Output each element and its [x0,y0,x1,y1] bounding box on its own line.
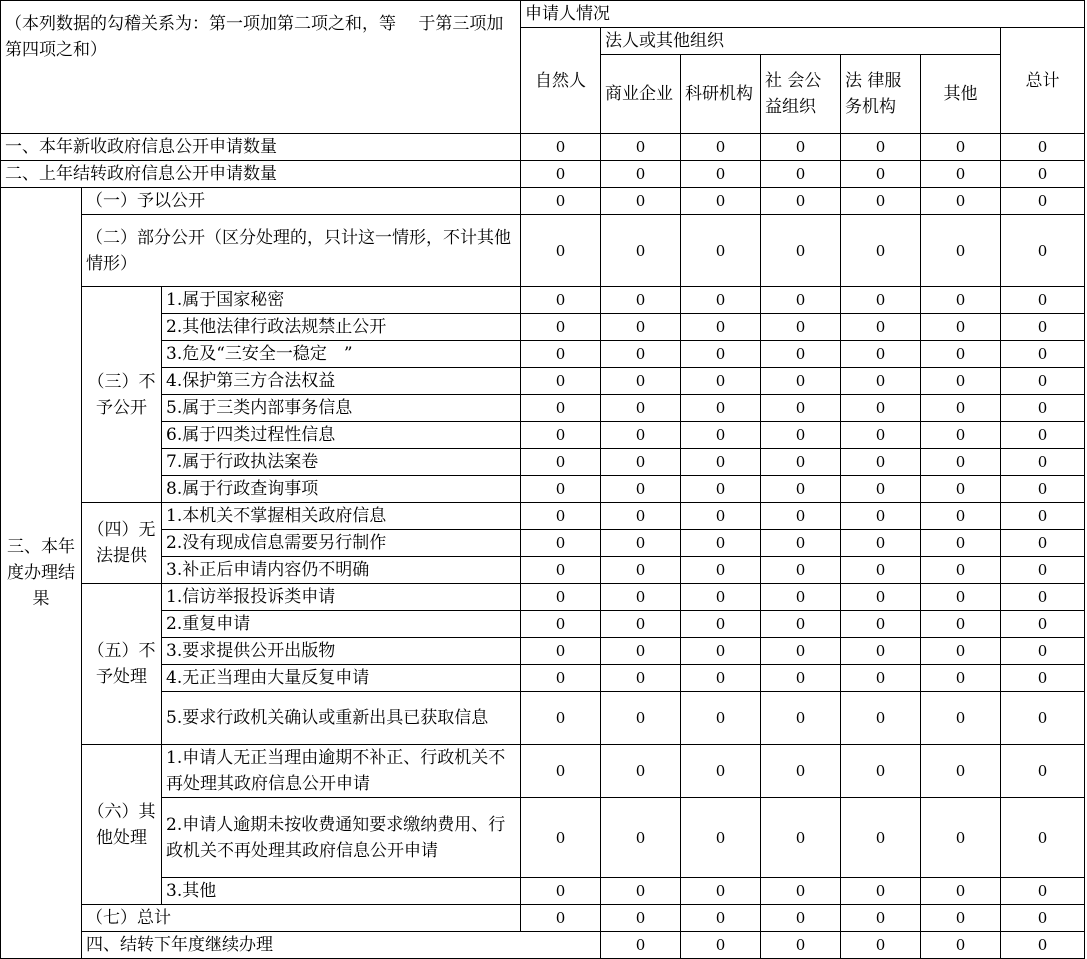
value-cell: 0 [601,476,681,503]
value-cell: 0 [761,368,841,395]
value-cell: 0 [841,745,921,798]
item-label: 3.要求提供公开出版物 [162,638,521,665]
value-cell: 0 [521,530,601,557]
item-label: 1.信访举报投诉类申请 [162,584,521,611]
value-cell: 0 [681,692,761,745]
value-cell: 0 [521,503,601,530]
value-cell: 0 [521,745,601,798]
value-cell: 0 [1001,215,1085,287]
value-cell: 0 [1001,134,1085,161]
value-cell: 0 [1001,932,1085,959]
header-total: 总计 [1001,28,1085,134]
value-cell: 0 [921,287,1001,314]
value-cell: 0 [681,134,761,161]
value-cell: 0 [921,745,1001,798]
value-cell: 0 [1001,745,1085,798]
item-label: 1.本机关不掌握相关政府信息 [162,503,521,530]
value-cell: 0 [521,341,601,368]
value-cell: 0 [601,798,681,878]
value-cell: 0 [841,905,921,932]
table-row [1,611,1085,638]
value-cell: 0 [681,476,761,503]
value-cell: 0 [681,422,761,449]
value-cell: 0 [841,134,921,161]
value-cell: 0 [921,932,1001,959]
value-cell: 0 [521,611,601,638]
value-cell: 0 [761,188,841,215]
value-cell: 0 [521,287,601,314]
value-cell: 0 [761,449,841,476]
value-cell: 0 [601,638,681,665]
value-cell: 0 [681,188,761,215]
value-cell: 0 [841,188,921,215]
header-natural-person: 自然人 [521,28,601,134]
table-row [1,932,1085,959]
value-cell: 0 [841,878,921,905]
value-cell: 0 [521,476,601,503]
item-label: 3.危及“三安全一稳定 ” [162,341,521,368]
value-cell: 0 [921,422,1001,449]
table-row [1,638,1085,665]
value-cell: 0 [761,638,841,665]
value-cell: 0 [841,449,921,476]
table-row [1,188,1085,215]
value-cell: 0 [761,745,841,798]
value-cell: 0 [761,287,841,314]
item-label: 6.属于四类过程性信息 [162,422,521,449]
value-cell: 0 [761,476,841,503]
value-cell: 0 [841,503,921,530]
value-cell: 0 [921,341,1001,368]
value-cell: 0 [921,692,1001,745]
value-cell: 0 [761,932,841,959]
value-cell: 0 [921,314,1001,341]
value-cell: 0 [841,476,921,503]
value-cell: 0 [601,745,681,798]
table-row [1,341,1085,368]
value-cell: 0 [1001,314,1085,341]
value-cell: 0 [841,530,921,557]
table-row [1,449,1085,476]
value-cell: 0 [1001,476,1085,503]
group-total: （七）总计 [82,905,521,932]
value-cell: 0 [681,905,761,932]
table-row [1,557,1085,584]
value-cell: 0 [841,341,921,368]
value-cell: 0 [601,395,681,422]
header-other: 其他 [921,55,1001,134]
value-cell: 0 [681,530,761,557]
value-cell: 0 [601,134,681,161]
item-label: 3.补正后申请内容仍不明确 [162,557,521,584]
value-cell: 0 [601,368,681,395]
value-cell: 0 [921,449,1001,476]
value-cell: 0 [921,395,1001,422]
value-cell: 0 [601,422,681,449]
header-social: 社 会公 益组织 [761,55,841,134]
value-cell: 0 [601,161,681,188]
item-label: 3.其他 [162,878,521,905]
value-cell: 0 [1001,287,1085,314]
value-cell: 0 [921,161,1001,188]
value-cell: 0 [681,932,761,959]
value-cell: 0 [681,638,761,665]
value-cell: 0 [921,584,1001,611]
table-row [1,134,1085,161]
value-cell: 0 [681,557,761,584]
table-row [1,745,1085,798]
value-cell: 0 [761,584,841,611]
value-cell: 0 [681,584,761,611]
value-cell: 0 [921,368,1001,395]
value-cell: 0 [521,692,601,745]
value-cell: 0 [601,215,681,287]
table-row [1,530,1085,557]
value-cell: 0 [761,503,841,530]
value-cell: 0 [521,665,601,692]
value-cell: 0 [761,161,841,188]
value-cell: 0 [521,395,601,422]
header-commercial: 商业企业 [601,55,681,134]
value-cell: 0 [1001,665,1085,692]
value-cell: 0 [681,798,761,878]
value-cell: 0 [921,215,1001,287]
table-row [1,878,1085,905]
table-row [1,665,1085,692]
value-cell: 0 [681,287,761,314]
value-cell: 0 [1001,395,1085,422]
value-cell: 0 [761,878,841,905]
value-cell: 0 [521,368,601,395]
table-row [1,798,1085,878]
group-other-processing: （六）其他处理 [82,745,162,905]
table-row [1,161,1085,188]
value-cell: 0 [921,905,1001,932]
value-cell: 0 [521,449,601,476]
value-cell: 0 [1001,584,1085,611]
value-cell: 0 [601,905,681,932]
table-row [1,314,1085,341]
value-cell: 0 [841,611,921,638]
value-cell: 0 [841,314,921,341]
header-legal-org: 法人或其他组织 [601,28,1001,55]
value-cell: 0 [761,530,841,557]
value-cell: 0 [681,368,761,395]
value-cell: 0 [1001,422,1085,449]
header-applicant: 申请人情况 [521,1,1085,28]
item-label: 1.属于国家秘密 [162,287,521,314]
table-row [1,368,1085,395]
value-cell: 0 [601,341,681,368]
item-label: 2.申请人逾期未按收费通知要求缴纳费用、行政机关不再处理其政府信息公开申请 [162,798,521,878]
value-cell: 0 [1001,878,1085,905]
value-cell: 0 [601,932,681,959]
value-cell: 0 [761,215,841,287]
value-cell: 0 [681,611,761,638]
value-cell: 0 [601,878,681,905]
value-cell: 0 [601,611,681,638]
section-results: 三、本年度办理结果 [1,188,82,959]
value-cell: 0 [841,584,921,611]
table-row [1,692,1085,745]
section-new-requests: 一、本年新收政府信息公开申请数量 [1,134,521,161]
item-label: 5.要求行政机关确认或重新出具已获取信息 [162,692,521,745]
table-row [1,503,1085,530]
value-cell: 0 [921,503,1001,530]
group-partial: （二）部分公开（区分处理的，只计这一情形，不计其他情形） [82,215,521,287]
item-label: 2.重复申请 [162,611,521,638]
value-cell: 0 [681,314,761,341]
item-label: 4.保护第三方合法权益 [162,368,521,395]
value-cell: 0 [841,161,921,188]
value-cell: 0 [921,134,1001,161]
section-carry-forward: 四、结转下年度继续办理 [82,932,601,959]
value-cell: 0 [841,395,921,422]
value-cell: 0 [841,368,921,395]
value-cell: 0 [681,665,761,692]
table-row [1,476,1085,503]
value-cell: 0 [761,557,841,584]
group-disclosed: （一）予以公开 [82,188,521,215]
value-cell: 0 [521,134,601,161]
value-cell: 0 [921,530,1001,557]
table-row [1,584,1085,611]
value-cell: 0 [761,134,841,161]
value-cell: 0 [521,905,601,932]
value-cell: 0 [521,161,601,188]
header-legal-service: 法 律服 务机构 [841,55,921,134]
item-label: 2.其他法律行政法规禁止公开 [162,314,521,341]
value-cell: 0 [1001,530,1085,557]
value-cell: 0 [521,557,601,584]
header-research: 科研机构 [681,55,761,134]
value-cell: 0 [521,422,601,449]
value-cell: 0 [521,584,601,611]
value-cell: 0 [1001,188,1085,215]
value-cell: 0 [841,557,921,584]
section-carried-over: 二、上年结转政府信息公开申请数量 [1,161,521,188]
value-cell: 0 [521,798,601,878]
value-cell: 0 [921,476,1001,503]
value-cell: 0 [681,161,761,188]
value-cell: 0 [921,557,1001,584]
value-cell: 0 [681,449,761,476]
value-cell: 0 [521,314,601,341]
value-cell: 0 [761,905,841,932]
table-row [1,287,1085,314]
value-cell: 0 [601,503,681,530]
value-cell: 0 [681,878,761,905]
value-cell: 0 [841,692,921,745]
value-cell: 0 [1001,611,1085,638]
value-cell: 0 [681,341,761,368]
value-cell: 0 [601,188,681,215]
value-cell: 0 [601,449,681,476]
value-cell: 0 [761,395,841,422]
value-cell: 0 [761,798,841,878]
item-label: 1.申请人无正当理由逾期不补正、行政机关不再处理其政府信息公开申请 [162,745,521,798]
group-not-processed: （五）不予处理 [82,584,162,745]
group-not-disclosed: （三）不予公开 [82,287,162,503]
value-cell: 0 [921,188,1001,215]
value-cell: 0 [761,341,841,368]
table-row [1,395,1085,422]
value-cell: 0 [1001,368,1085,395]
value-cell: 0 [761,422,841,449]
item-label: 2.没有现成信息需要另行制作 [162,530,521,557]
value-cell: 0 [1001,503,1085,530]
value-cell: 0 [761,314,841,341]
relationship-note: （本列数据的勾稽关系为：第一项加第二项之和，等 于第三项加第四项之和） [1,1,521,134]
value-cell: 0 [761,665,841,692]
table-row [1,422,1085,449]
value-cell: 0 [921,611,1001,638]
value-cell: 0 [1001,161,1085,188]
value-cell: 0 [841,665,921,692]
value-cell: 0 [1001,638,1085,665]
item-label: 7.属于行政执法案卷 [162,449,521,476]
value-cell: 0 [521,638,601,665]
value-cell: 0 [681,503,761,530]
value-cell: 0 [521,188,601,215]
value-cell: 0 [601,557,681,584]
value-cell: 0 [921,665,1001,692]
value-cell: 0 [841,932,921,959]
item-label: 4.无正当理由大量反复申请 [162,665,521,692]
value-cell: 0 [601,692,681,745]
value-cell: 0 [521,215,601,287]
value-cell: 0 [521,878,601,905]
value-cell: 0 [761,692,841,745]
value-cell: 0 [841,798,921,878]
value-cell: 0 [1001,798,1085,878]
value-cell: 0 [841,422,921,449]
value-cell: 0 [681,215,761,287]
value-cell: 0 [841,287,921,314]
value-cell: 0 [601,287,681,314]
value-cell: 0 [681,395,761,422]
value-cell: 0 [1001,557,1085,584]
value-cell: 0 [1001,341,1085,368]
value-cell: 0 [1001,449,1085,476]
group-unable: （四）无法提供 [82,503,162,584]
value-cell: 0 [601,665,681,692]
value-cell: 0 [921,638,1001,665]
value-cell: 0 [681,745,761,798]
item-label: 5.属于三类内部事务信息 [162,395,521,422]
value-cell: 0 [601,584,681,611]
value-cell: 0 [601,314,681,341]
value-cell: 0 [601,530,681,557]
value-cell: 0 [761,611,841,638]
value-cell: 0 [841,215,921,287]
value-cell: 0 [1001,905,1085,932]
table-row [1,905,1085,932]
value-cell: 0 [841,638,921,665]
value-cell: 0 [921,878,1001,905]
table-row [1,215,1085,287]
item-label: 8.属于行政查询事项 [162,476,521,503]
value-cell: 0 [1001,692,1085,745]
value-cell: 0 [921,798,1001,878]
